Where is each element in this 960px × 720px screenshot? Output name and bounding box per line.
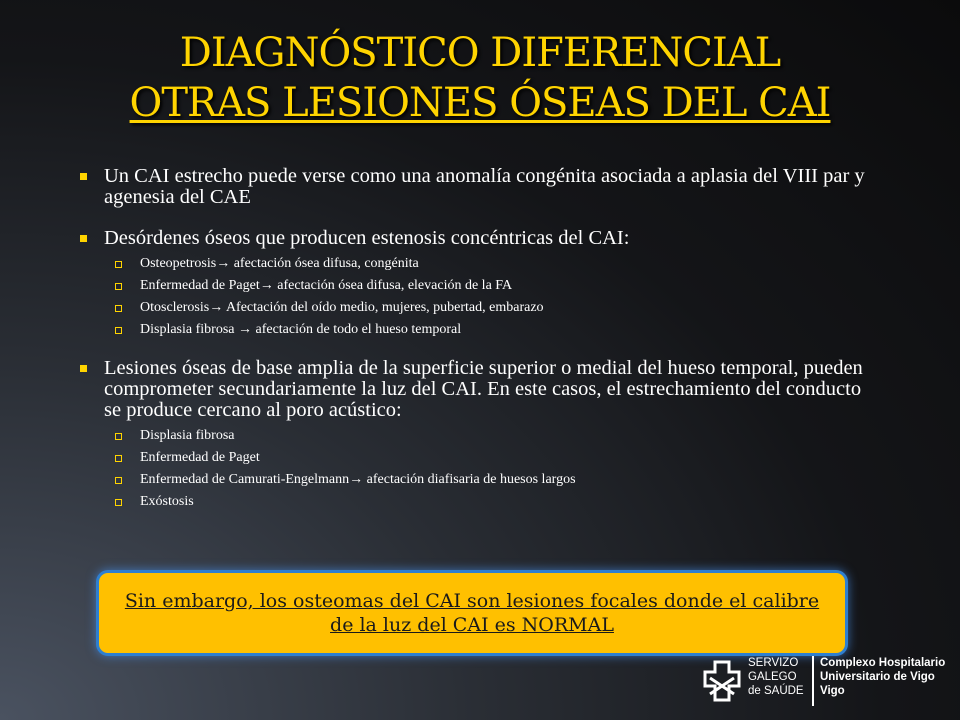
sub-bullet: Otosclerosis→ Afectación del oído medio, mujeres, pubertad, embarazo xyxy=(78,297,878,319)
callout-text: Sin embargo, los osteomas del CAI son lesiones focales donde el calibre de la luz del CAI es NORMAL xyxy=(124,590,820,636)
sergas-cross-icon xyxy=(702,658,742,704)
logo-right-line: Complexo Hospitalario xyxy=(820,657,946,669)
logo-left-line: GALEGO xyxy=(748,671,797,683)
bullet-3: Lesiones óseas de base amplia de la superficie superior o medial del hueso temporal, pueden comprometer secundariamente la luz del CAI. En este casos, el estrechamiento del conducto se produce cercano al poro acústico: xyxy=(78,358,878,421)
callout-box xyxy=(96,570,848,656)
logo-right-text xyxy=(820,656,960,698)
bullet-2: Desórdenes óseos que producen estenosis concéntricas del CAI: xyxy=(78,228,878,249)
bullet-1: Un CAI estrecho puede verse como una anomalía congénita asociada a aplasia del VIII par y agenesia del CAE xyxy=(78,166,878,208)
logo-left-line: SERVIZO xyxy=(748,657,799,669)
sub-bullet: Enfermedad de Camurati-Engelmann→ afectación diafisaria de huesos largos xyxy=(78,469,878,491)
slide-title xyxy=(0,28,960,128)
bullet-list xyxy=(78,166,878,513)
sub-bullet: Enfermedad de Paget→ afectación ósea difusa, elevación de la FA xyxy=(78,275,878,297)
logo-right-line: Vigo xyxy=(820,685,845,697)
sub-bullet: Enfermedad de Paget xyxy=(78,447,878,469)
logo-right-line: Universitario de Vigo xyxy=(820,671,935,683)
title-line-1: DIAGNÓSTICO DIFERENCIAL xyxy=(179,30,781,76)
logo-left-line: de SAÚDE xyxy=(748,685,804,697)
bullet-3-subs xyxy=(78,425,878,513)
sub-bullet: Displasia fibrosa xyxy=(78,425,878,447)
logo-divider xyxy=(812,656,814,706)
logo-left-text xyxy=(748,656,812,698)
sub-bullet: Exóstosis xyxy=(78,491,878,513)
sub-bullet: Osteopetrosis→ afectación ósea difusa, congénita xyxy=(78,253,878,275)
title-line-2: OTRAS LESIONES ÓSEAS DEL CAI xyxy=(129,80,831,126)
sub-bullet: Displasia fibrosa → afectación de todo el hueso temporal xyxy=(78,319,878,341)
bullet-2-subs xyxy=(78,253,878,341)
